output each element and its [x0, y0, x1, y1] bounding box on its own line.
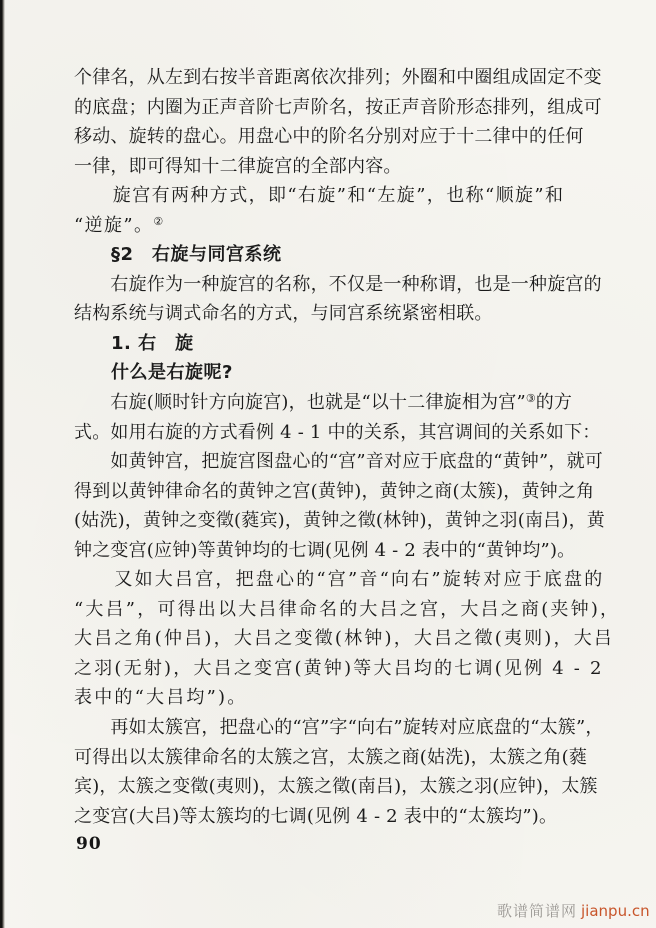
- text-line: 之变宫(大吕)等太簇均的七调(见例 4 - 2 表中的“太簇均”)。: [74, 805, 558, 827]
- text-line: 个律名，从左到右按半音距离依次排列；外圈和中圈组成固定不变: [74, 67, 602, 88]
- text-line: 式。如用右旋的方式看例 4 - 1 中的关系，其宫调间的关系如下：: [74, 421, 601, 443]
- body-paragraph: [74, 713, 612, 831]
- scan-edge-artifact: [0, 0, 5, 928]
- text-line: 旋宫有两种方式，即“右旋”和“左旋”，也称“顺旋”和: [74, 185, 565, 207]
- footnote-marker: ②: [153, 214, 164, 228]
- body-paragraph: [74, 388, 612, 447]
- watermark: [497, 900, 650, 921]
- heading-paragraph: [74, 329, 612, 359]
- text-line: §2 右旋与同宫系统: [74, 244, 282, 266]
- text-line: 再如太簇宫，把盘心的“宫”字“向右”旋转对应底盘的“太簇”，: [74, 717, 604, 739]
- body-paragraph: [74, 270, 612, 329]
- text-line: 又如大吕宫，把盘心的“宫”音“向右”旋转对应于底盘的: [74, 569, 605, 591]
- text-line: 什么是右旋呢?: [74, 362, 233, 384]
- heading-paragraph: [74, 240, 612, 270]
- footnote-marker: ③: [525, 392, 536, 406]
- text-line: 的底盘；内圈为正声音阶七声阶名，按正声音阶形态排列，组成可: [74, 96, 602, 118]
- text-line: 表中的“大吕均”)。: [74, 687, 248, 709]
- text-line: 钟之变宫(应钟)等黄钟均的七调(见例 4 - 2 表中的“黄钟均”)。: [74, 539, 576, 561]
- page-number: 90: [76, 834, 102, 854]
- body-paragraph: [74, 181, 612, 240]
- text-line: 宾)，太簇之变徵(夷则)，太簇之徵(南吕)，太簇之羽(应钟)，太簇: [74, 776, 598, 798]
- text-line: 结构系统与调式命名的方式，与同宫系统紧密相联。: [74, 303, 493, 325]
- watermark-site-name: 歌谱简谱网: [497, 902, 578, 920]
- text-line: 移动、旋转的盘心。用盘心中的阶名分别对应于十二律中的任何: [74, 126, 584, 148]
- text-line: 右旋(顺时针方向旋宫)，也就是“以十二律旋相为宫”③的方: [74, 392, 573, 414]
- heading-paragraph: [74, 358, 612, 388]
- text-line: “逆旋”。②: [74, 214, 164, 236]
- text-line: 得到以黄钟律命名的黄钟之宫(黄钟)，黄钟之商(太簇)，黄钟之角: [74, 480, 595, 502]
- body-paragraph: [74, 565, 621, 713]
- text-line: 右旋作为一种旋宫的名称，不仅是一种称谓，也是一种旋宫的: [74, 273, 602, 295]
- watermark-site-domain: jianpu.cn: [581, 902, 650, 920]
- text-line: (姑洗)，黄钟之变徵(蕤宾)，黄钟之徵(林钟)，黄钟之羽(南吕)，黄: [74, 510, 605, 532]
- document-text: [74, 63, 621, 831]
- text-line: “大吕”，可得出以大吕律命名的大吕之宫，大吕之商(夹钟)，: [74, 598, 621, 620]
- body-paragraph: [74, 447, 612, 565]
- text-line: 一律，即可得知十二律旋宫的全部内容。: [74, 155, 402, 177]
- text-line: 1. 右 旋: [74, 332, 194, 354]
- text-line: 如黄钟宫，把旋宫图盘心的“宫”音对应于底盘的“黄钟”，就可: [74, 451, 604, 473]
- body-paragraph: [74, 63, 612, 181]
- text-line: 可得出以太簇律命名的太簇之宫，太簇之商(姑洗)，太簇之角(蕤: [74, 746, 588, 768]
- text-line: 大吕之角(仲吕)，大吕之变徵(林钟)，大吕之徵(夷则)，大吕: [74, 628, 615, 650]
- text-line: 之羽(无射)，大吕之变宫(黄钟)等大吕均的七调(见例 4 - 2: [74, 657, 604, 679]
